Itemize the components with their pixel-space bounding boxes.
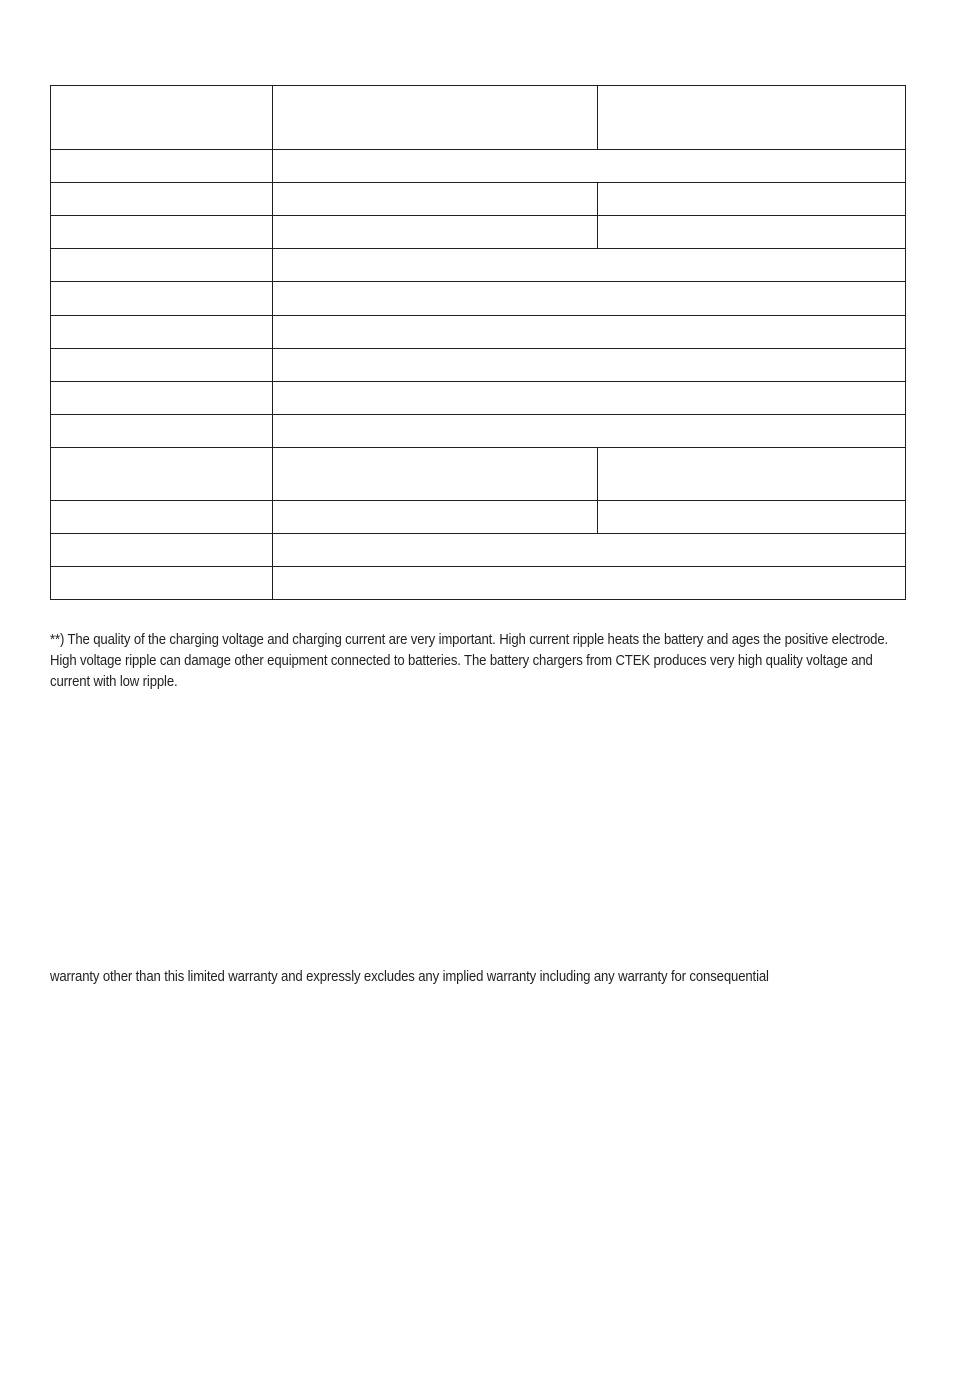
table-cell [273, 150, 906, 183]
table-cell [273, 183, 598, 216]
table-cell [273, 316, 906, 349]
table-cell [598, 216, 906, 249]
table-cell [273, 86, 598, 150]
table-cell [273, 349, 906, 382]
table-row [51, 216, 906, 249]
table-cell [273, 501, 598, 534]
table-row [51, 382, 906, 415]
table-cell [51, 249, 273, 282]
table-cell [51, 501, 273, 534]
table-row [51, 150, 906, 183]
table-cell [273, 282, 906, 316]
table-cell [51, 349, 273, 382]
table-cell [51, 415, 273, 448]
table-row [51, 282, 906, 316]
table-cell [273, 415, 906, 448]
specification-table [50, 85, 906, 600]
table-cell [598, 501, 906, 534]
table-cell [273, 534, 906, 567]
ripple-footnote: **) The quality of the charging voltage and charging current are very important. High current ripple heats the battery and ages the positive electrode. High voltage ripple can damage other equipment connected to batteries. The battery chargers from CTEK produces very high quality voltage and current with low ripple. [50, 632, 889, 690]
table-cell [51, 183, 273, 216]
table-cell [51, 316, 273, 349]
table-cell [51, 86, 273, 150]
table-row [51, 349, 906, 382]
table-cell [273, 382, 906, 415]
table-cell [598, 448, 906, 501]
table-row [51, 249, 906, 282]
table-row [51, 567, 906, 600]
table-cell [51, 382, 273, 415]
table-cell [51, 567, 273, 600]
table-cell [51, 534, 273, 567]
table-cell [598, 183, 906, 216]
table-cell [51, 150, 273, 183]
table-row [51, 534, 906, 567]
table-cell [51, 448, 273, 501]
table-row [51, 415, 906, 448]
table-cell [273, 448, 598, 501]
table-cell [51, 282, 273, 316]
table-cell [598, 86, 906, 150]
table-cell [273, 216, 598, 249]
table-cell [273, 249, 906, 282]
table-row [51, 448, 906, 501]
table-row [51, 86, 906, 150]
warranty-text: warranty other than this limited warranty and expressly excludes any implied warranty including any warranty for consequential [50, 969, 769, 985]
table-cell [273, 567, 906, 600]
table-cell [51, 216, 273, 249]
table-row [51, 183, 906, 216]
table-row [51, 316, 906, 349]
table-row [51, 501, 906, 534]
